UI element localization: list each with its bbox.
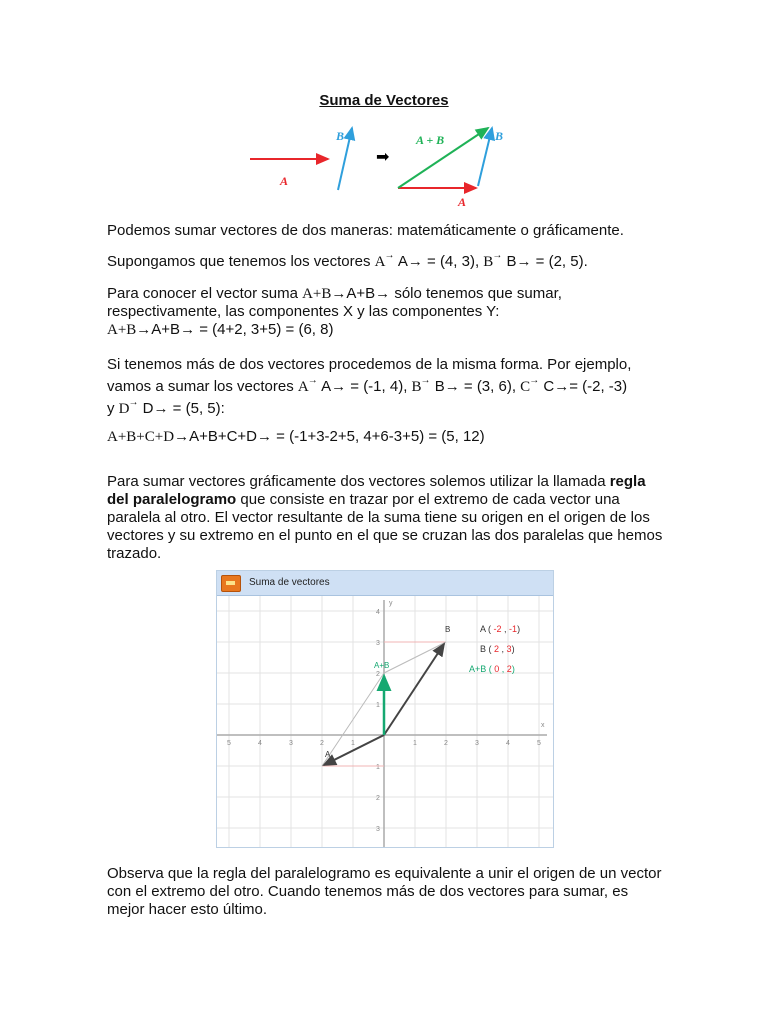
readout-a: A ( -2 , -1) [480, 624, 521, 634]
svg-text:1: 1 [376, 764, 380, 771]
paragraph-example-vectors: Supongamos que tenemos los vectores A→ A→ = (4, 3), B→ B→ = (2, 5). [107, 250, 588, 270]
applet-label-b: B [445, 625, 451, 634]
svg-text:3: 3 [289, 740, 293, 747]
vector-sum-applet [216, 570, 554, 848]
applet-icon [221, 575, 241, 592]
applet-label-a: A [325, 750, 331, 759]
svg-text:4: 4 [376, 609, 380, 616]
svg-text:1: 1 [351, 740, 355, 747]
label-b2: B [495, 129, 504, 143]
svg-text:5: 5 [227, 740, 231, 747]
label-sum: A + B [416, 133, 445, 147]
x-axis-label: x [541, 722, 545, 729]
applet-titlebar [217, 571, 553, 596]
paragraph-parallelogram: Para sumar vectores gráficamente dos vectores solemos utilizar la llamada regla del paralelogramo que consiste en trazar por el extremo de cada vector una paralela al otro. El vector resultante de la suma tiene su origen en el origen de los vectores y su extremo en el punto en el que se cruzan las dos paralelas que hemos trazado. [107, 473, 663, 562]
svg-text:5: 5 [537, 740, 541, 747]
readout-b: B ( 2 , 3) [480, 644, 515, 654]
svg-text:4: 4 [506, 740, 510, 747]
svg-text:3: 3 [376, 826, 380, 833]
paragraph-component-sum: Para conocer el vector suma A+B→A+B→ sólo tenemos que sumar, respectivamente, las componentes X y las componentes Y: A+B→A+B→ = (4+2, 3+5) = (6, 8) [107, 285, 562, 338]
paragraph-four-vector-sum: A+B+C+D→A+B+C+D→ = (-1+3-2+5, 4+6-3+5) = (5, 12) [107, 428, 485, 445]
label-b: B [336, 129, 345, 143]
applet-title: Suma de vectores [249, 577, 330, 588]
svg-text:1: 1 [376, 702, 380, 709]
readout-sum: A+B ( 0 , 2) [469, 664, 515, 674]
paragraph-conclusion: Observa que la regla del paralelogramo es equivalente a unir el origen de un vector con el extremo del otro. Cuando tenemos más de dos vectores para sumar, es mejor hacer esto último. [107, 865, 662, 918]
y-axis-label: y [389, 600, 393, 607]
vector-sum-diagram [240, 118, 520, 210]
applet-graph [217, 596, 553, 847]
svg-text:2: 2 [320, 740, 324, 747]
svg-text:3: 3 [376, 640, 380, 647]
label-a2: A [458, 195, 467, 209]
document-title: Suma de Vectores [319, 92, 449, 109]
paragraph-more-vectors: Si tenemos más de dos vectores procedemos de la misma forma. Por ejemplo, vamos a sumar los vectores A→ A→ = (-1, 4), B→ B→ = (3, 6), C→ C→= (-2, -3) y D→ D→ = (5, 5): [107, 356, 632, 417]
applet-label-sum: A+B [374, 661, 390, 670]
implies-arrow: ➡ [376, 147, 390, 166]
svg-text:2: 2 [376, 671, 380, 678]
svg-text:2: 2 [444, 740, 448, 747]
label-a: A [280, 174, 289, 188]
svg-text:2: 2 [376, 795, 380, 802]
svg-text:3: 3 [475, 740, 479, 747]
svg-text:1: 1 [413, 740, 417, 747]
svg-text:4: 4 [258, 740, 262, 747]
paragraph-intro: Podemos sumar vectores de dos maneras: matemáticamente o gráficamente. [107, 222, 624, 239]
vector-b2-arrow [478, 128, 492, 186]
